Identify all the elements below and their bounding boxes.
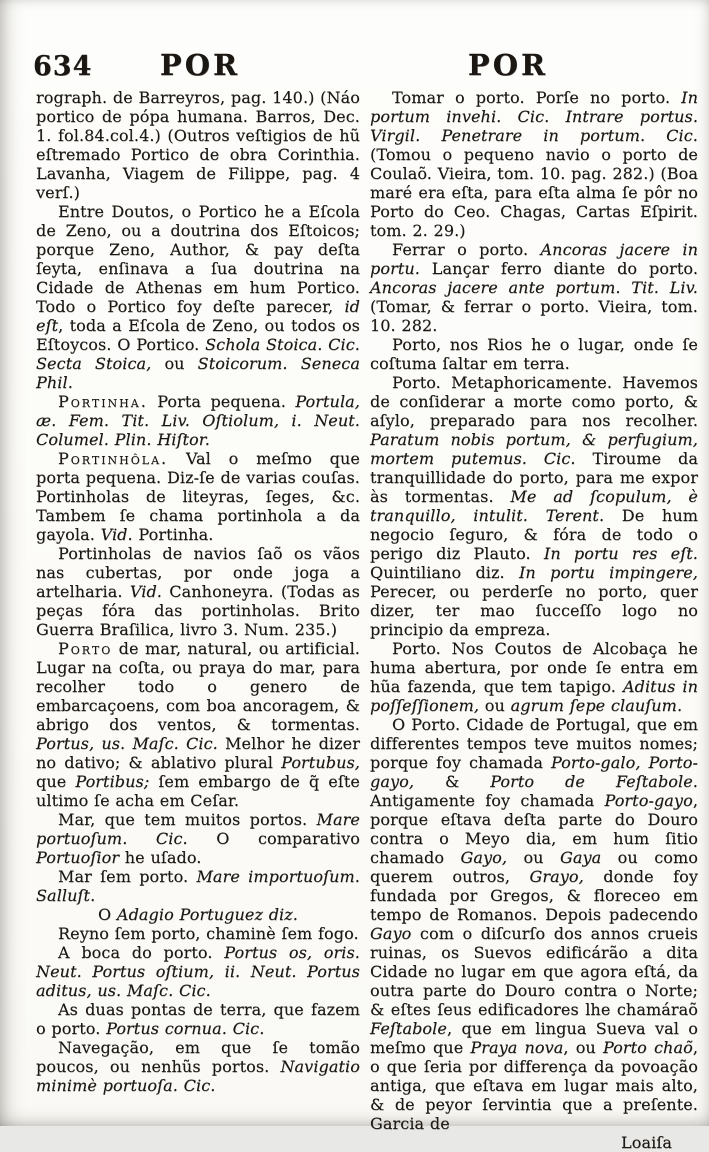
body-text: Mar ſem porto.: [58, 867, 197, 886]
entry-tomar-o-porto: [370, 88, 698, 240]
entry-portico-continuation: [36, 88, 360, 202]
latin-citation: Portus cornua. Cic.: [106, 1019, 265, 1038]
latin-citation: Adagio Portuguez diz.: [116, 905, 298, 924]
latin-citation: Portula, æ. Fem. Tit. Liv. Oſtiolum, i. Neut. Columel. Plin. Hiſtor.: [36, 392, 360, 449]
latin-citation: In portu res eſt.: [543, 544, 698, 563]
body-text: ſem embargo de q̃ eſte ultimo ſe acha em Ceſar.: [36, 772, 360, 810]
latin-citation: Grayo,: [529, 867, 584, 886]
body-text: (Tomou o pequeno navio o porto de Coulaõ. Vieira, tom. 10. pag. 282.) (Boa maré era eſta, para eſta alma ſe pôr no Porto do Ceo. Chagas, Cartas Eſpirit. tom. 2. 29.): [370, 145, 698, 240]
entry-ferrar-o-porto: [370, 240, 698, 335]
text-block: [36, 88, 700, 1152]
entry-porto-de-mar: [36, 639, 360, 810]
body-text: , toda a Eſcola de Zeno, ou todos os Eſtoycos. O Portico.: [36, 316, 360, 354]
column-right: [370, 88, 698, 1152]
latin-citation: Ancoras jacere ante portum. Tit. Liv.: [370, 278, 698, 297]
latin-citation: In portum invehi. Cic. Intrare portus. Virgil. Penetrare in portum. Cic.: [370, 88, 698, 145]
body-text: , porque eſtava deſta parte do Douro contra o Meyo dia, em hum ſitio chamado: [370, 791, 698, 867]
body-text: Porto. Metaphoricamente. Havemos de conſiderar a morte como porto, & aſylo, preparado para nos recolher.: [370, 373, 698, 430]
entry-o-porto-cidade: [370, 715, 698, 1133]
body-text: &: [414, 772, 491, 791]
entry-porto-coutos-alcobaca: [370, 639, 698, 715]
entry-headword: Portinha.: [58, 392, 148, 411]
body-text: Canhoneyra. (Todas as peças fóra das portinholas. Brito Guerra Braſilica, livro 3. Num. 235.): [36, 582, 360, 639]
body-text: Quintiliano diz.: [370, 563, 520, 582]
body-text: A boca do porto.: [58, 943, 225, 962]
body-text: O: [98, 905, 117, 924]
entry-boca-do-porto: [36, 943, 360, 1000]
latin-citation: id eſt: [36, 297, 360, 335]
body-text: Melhor he dizer no dativo; & ablativo plural: [36, 734, 360, 772]
body-text: Porto. Nos Coutos de Alcobaça he huma abertura, por onde ſe entra em hũa fazenda, que tem tapigo.: [370, 639, 698, 696]
body-text: , ou: [563, 1038, 603, 1057]
latin-citation: Mare importuoſum. Salluſt.: [36, 867, 360, 905]
body-text: Portinha.: [132, 525, 214, 544]
latin-citation: Gayo: [370, 924, 412, 943]
latin-citation: Porto chaõ: [602, 1038, 693, 1057]
latin-citation: Porto de Feſtabole.: [490, 772, 698, 791]
entry-mar-muitos-portos: [36, 810, 360, 867]
body-text: O Porto. Cidade de Portugal, que em differentes tempos teve muitos nomes; porque foy chamada: [370, 715, 698, 772]
page-number: 634: [33, 51, 93, 82]
body-text: Porta pequena.: [147, 392, 296, 411]
latin-citation: Stoicorum. Seneca Phil.: [36, 354, 360, 392]
latin-citation: Portuoſior: [36, 848, 120, 867]
latin-citation: Navigatio minimè portuoſa. Cic.: [36, 1057, 360, 1095]
latin-citation: Portibus;: [75, 772, 150, 791]
latin-citation: Ancoras jacere in portu.: [370, 240, 699, 278]
entry-mar-sem-porto: [36, 867, 360, 905]
entry-navegacao: [36, 1038, 360, 1095]
latin-citation: Aditus in poſſeſſionem,: [370, 677, 698, 715]
body-text: que: [36, 772, 76, 791]
column-left: [36, 88, 360, 1152]
body-text: donde foy fundada por Gregos, & floreceo em tempo de Romanos. Depois padecendo: [370, 867, 698, 924]
entry-porto-metaphorico: [370, 373, 698, 639]
adagio-line: [36, 924, 360, 943]
latin-citation: agrum ſepe clauſum.: [510, 696, 683, 715]
body-text: Portinholas de navios ſaõ os vãos nas cubertas, por onde joga a artelharia.: [36, 544, 360, 601]
body-text: Mar, que tem muitos portos.: [58, 810, 317, 829]
body-text: O comparativo: [187, 829, 360, 848]
body-text: Tiroume da tranquillidade do porto, para me expor às tormentas.: [370, 449, 698, 506]
running-title-left: POR: [159, 48, 241, 82]
latin-citation: Feſtabole: [370, 1019, 447, 1038]
latin-citation: Gayo,: [460, 848, 508, 867]
body-text: com o diſcurſo dos annos crueis ruinas, os Suevos edificárão a dita Cidade no lugar em que agora eſtá, da outra parte do Douro contra o Norte; & eſtes ſeus edificadores lhe chamáraõ: [370, 924, 698, 1019]
latin-citation: Schola Stoica. Cic. Secta Stoica,: [36, 335, 360, 373]
body-text: ou: [151, 354, 198, 373]
body-text: rograph. de Barreyros, pag. 140.) (Náo portico de pópa humana. Barros, Dec. 1. fol.84.col.4.) (Outros veſtigios de hũ eſtremado Portico de obra Corinthia. Lavanha, Viagem de Filippe, pag. 4 verſ.): [36, 88, 360, 202]
running-title-right: POR: [467, 48, 549, 82]
body-text: Porto, nos Rios he o lugar, onde ſe coſtuma ſaltar em terra.: [370, 335, 698, 373]
adagio-heading: [36, 905, 360, 924]
latin-citation: Porto-galo, Porto-gayo,: [370, 753, 698, 791]
body-text: Entre Doutos, o Portico he a Eſcola de Zeno, ou a doutrina dos Eſtoicos; porque Zeno, Author, & pay deſta ſeyta, enſinava a ſua doutrina na Cidade de Athenas em hum Portico. Todo o Portico foy deſte parecer,: [36, 202, 360, 316]
latin-citation: Portus, us. Maſc. Cic.: [36, 734, 218, 753]
body-text: he uſado.: [119, 848, 202, 867]
body-text: , o que ſeria por differença da povoação antiga, que eſtava em lugar mais alto, & de peyor ſervintia que a preſente. Garcia de: [370, 1038, 699, 1133]
latin-citation: Me ad ſcopulum, è tranquillo, intulit. Terent.: [370, 487, 698, 525]
body-text: de mar, natural, ou artificial. Lugar na coſta, ou praya do mar, para recolher todo o genero de embarcaçoens, com boa ancoragem, & abrigo dos ventos, & tormentas.: [36, 639, 360, 734]
body-text: Perecer, ou perderſe no porto, quer dizer, ter mao ſucceſſo logo no principio da empreza.: [370, 582, 698, 639]
body-text: Val o meſmo que porta pequena. Diz-ſe de varias couſas. Portinholas de liteyras, ſeges, &c. Tambem ſe chama portinhola a da gayola.: [36, 449, 360, 544]
body-text: , que em lingua Sueva val o meſmo que: [370, 1019, 698, 1057]
body-text: Navegação, em que ſe tomão poucos, ou nenhũs portos.: [36, 1038, 360, 1076]
body-text: ou: [507, 848, 560, 867]
latin-citation: Mare portuoſum. Cic.: [36, 810, 360, 848]
catchword: [370, 1133, 698, 1152]
body-text: As duas pontas de terra, que fazem o porto.: [36, 1000, 360, 1038]
latin-citation: Praya nova: [470, 1038, 564, 1057]
body-text: ou: [479, 696, 511, 715]
latin-citation: Gaya: [559, 848, 602, 867]
latin-citation: Paratum nobis portum, & perfugium, mortem putemus. Cic.: [370, 430, 698, 468]
running-head: [0, 48, 709, 86]
latin-citation: Portubus,: [281, 753, 360, 772]
entry-duas-pontas: [36, 1000, 360, 1038]
entry-porto-rios: [370, 335, 698, 373]
entry-portinhola: [36, 449, 360, 544]
body-text: De hum negocio ſeguro, & fóra de todo o perigo diz Plauto.: [370, 506, 698, 563]
latin-citation: Porto-gayo: [604, 791, 693, 810]
body-text: Lançar ferro diante do porto.: [419, 259, 698, 278]
entry-headword: Portinhôla.: [58, 449, 169, 468]
body-text: Tomar o porto. Porſe no porto.: [392, 88, 682, 107]
entry-portico-escola: [36, 202, 360, 392]
entry-headword: Porto: [58, 639, 113, 658]
body-text: Loaiſa: [621, 1133, 672, 1152]
body-text: Antigamente foy chamada: [370, 791, 605, 810]
body-text: Reyno ſem porto, chaminè ſem fogo.: [58, 924, 359, 943]
latin-citation: Vid.: [129, 582, 162, 601]
latin-citation: In portu impingere,: [519, 563, 698, 582]
body-text: (Tomar, & ferrar o porto. Vieira, tom. 10. 282.: [370, 297, 698, 335]
body-text: ou como querem outros,: [370, 848, 699, 886]
latin-citation: Portus os, oris. Neut. Portus oſtium, ii. Neut. Portus aditus, us. Maſc. Cic.: [36, 943, 360, 1000]
latin-citation: Vid.: [100, 525, 133, 544]
body-text: Ferrar o porto.: [392, 240, 541, 259]
entry-portinha: [36, 392, 360, 449]
entry-portinholas-navios: [36, 544, 360, 639]
